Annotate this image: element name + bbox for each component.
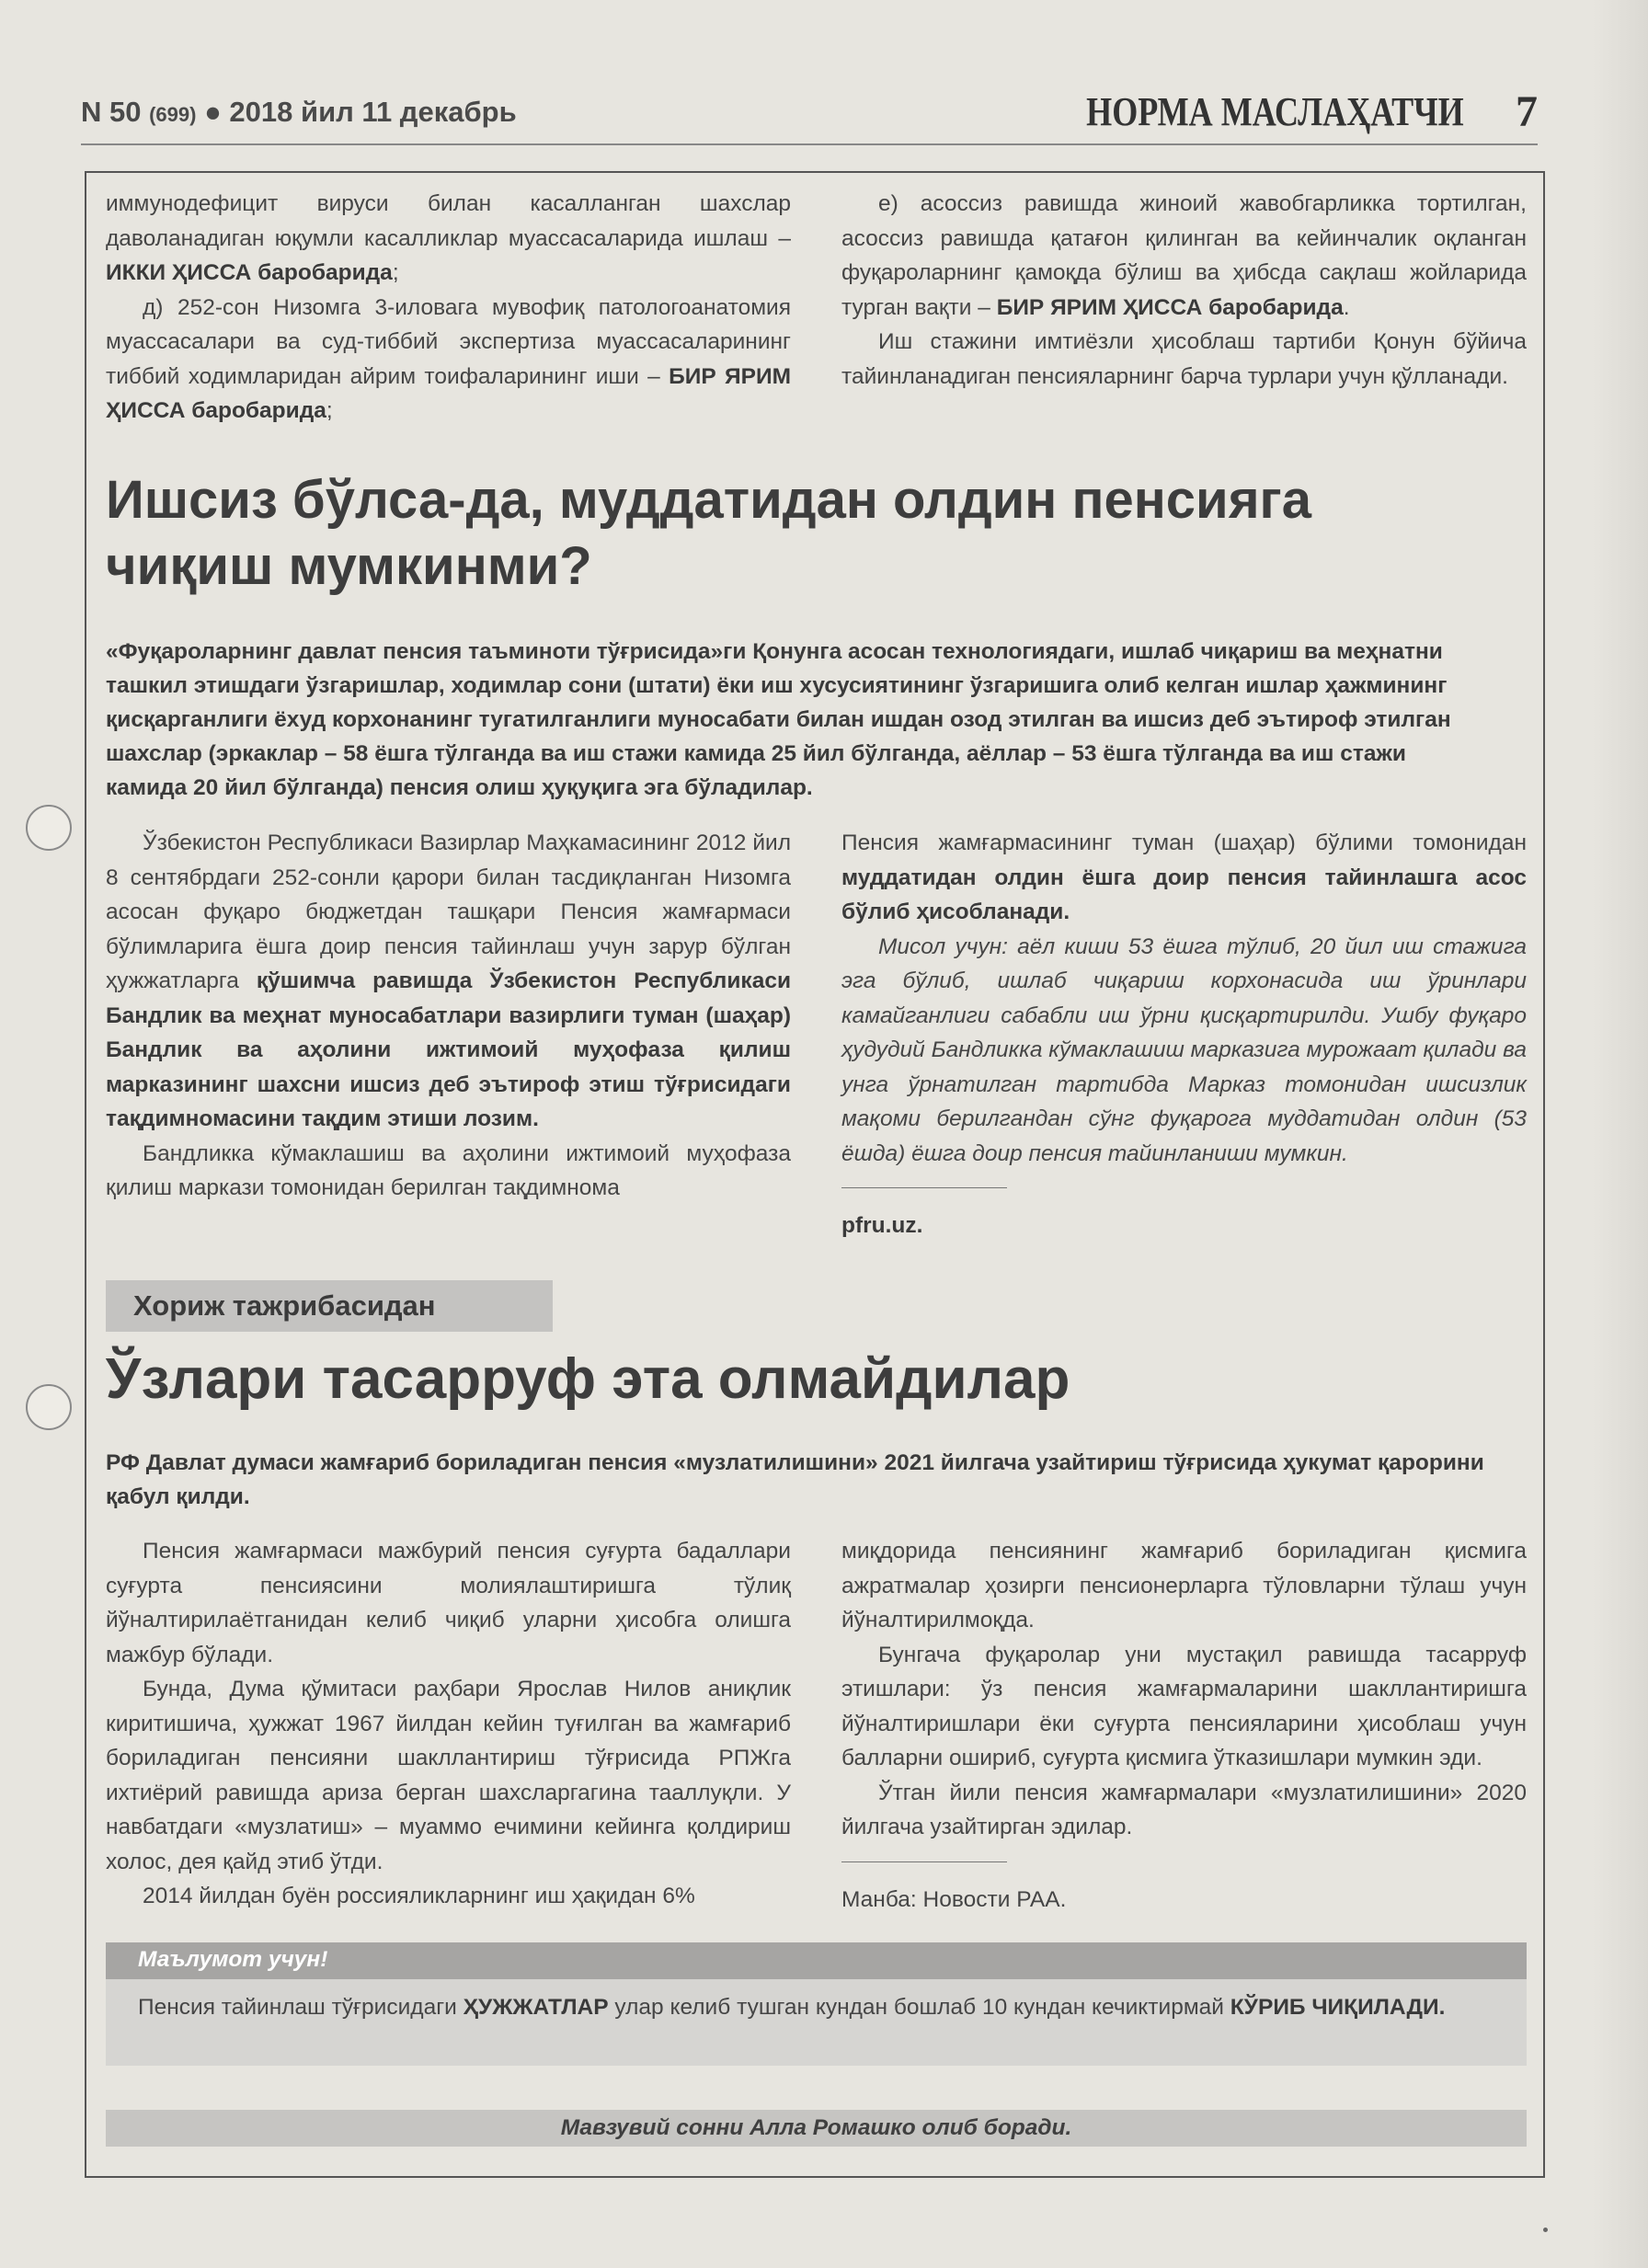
issue-number: N 50 [81,96,142,128]
article2-lead: РФ Давлат думаси жамғариб бориладиган пенсия «музлатилишини» 2021 йилгача узайтириш тўғрисида ҳукумат қарорини қабул қилди. [106,1450,1484,1509]
article1-right-column [841,826,1527,1243]
paragraph: иммунодефицит вируси билан касалланган шахслар даволанадиган юқумли касалликлар муассасаларида ишлаш – ИККИ ҲИССА баробарида; [106,191,791,285]
source-rule [841,1861,1007,1862]
article2-right-column [841,1534,1527,1917]
section-tag-label: Хориж тажрибасидан [133,1289,436,1322]
speck [1543,2228,1548,2232]
page-header [81,88,1538,140]
top-left-column [106,187,791,429]
paragraph: Бандликка кўмаклашиш ва аҳолини ижтимоий муҳофаза қилиш маркази томонидан берилган тақдимнома [106,1140,791,1200]
header-rule [81,143,1538,145]
info-box-title: Маълумот учун! [138,1947,328,1972]
example-paragraph: Мисол учун: аёл киши 53 ёшга тўлиб, 20 йил иш стажига эга бўлиб, ишлаб чиқариш корхонасида иш ўринлари камайганлиги сабабли иш ўрни қисқартирилди. Ушбу фуқаро ҳудудий Бандликка кўмаклашиш марказига мурожаат қилади ва унга ўрнатилган тартибда Марказ томонидан ишсизлик мақоми берилгандан сўнг фуқарога муддатидан олдин (53 ёшда) ёшга доир пенсия тайинланиши мумкин. [841,934,1527,1166]
article1-lead: «Фуқароларнинг давлат пенсия таъминоти тўғрисида»ги Қонунга асосан технологиядаги, ишлаб чиқариш ва меҳнатни ташкил этишдаги ўзгаришлар, ходимлар сони (штати) ёки иш хусусиятининг ўзгаришига олиб келган ишлар ҳажмининг қисқарганлиги ёхуд корхонанинг тугатилганлиги муносабати билан ишдан озод этилган ва ишсиз деб эътироф этилган шахслар (эркаклар – 58 ёшга тўлганда ва иш стажи камида 25 йил бўлганда, аёллар – 53 ёшга тўлганда ва иш стажи камида 20 йил бўлганда) пенсия олиш ҳуқуқига эга бўладилар. [106,639,1451,800]
credit-bar [106,2110,1527,2147]
issue-date: ● 2018 йил 11 декабрь [204,96,517,128]
paragraph: Иш стажини имтиёзли ҳисоблаш тартиби Қонун бўйича тайинланадиган пенсияларнинг барча турлари учун қўлланади. [841,329,1527,389]
paragraph: Пенсия жамғармаси мажбурий пенсия суғурта бадаллари суғурта пенсиясини молиялаштиришга тўлиқ йўналтирилаётганидан келиб чиқиб уларни ҳисобга олишга мажбур бўлади. [106,1539,791,1667]
masthead: НОРМА МАСЛАҲАТЧИ [1086,89,1464,134]
paragraph: Ўтган йили пенсия жамғармалари «музлатилишини» 2020 йилгача узайтирган эдилар. [841,1780,1527,1839]
punch-hole [26,805,72,851]
paragraph: Ўзбекистон Республикаси Вазирлар Маҳкамасининг 2012 йил 8 сентябрдаги 252-сонли қарори билан тасдиқланган Низомга асосан фуқаро бюджетдан ташқари Пенсия жамғармаси бўлимларига ёшга доир пенсия тайинлаш учун зарур бўлган ҳужжатларга қўшимча равишда Ўзбекистон Республикаси Бандлик ва меҳнат муносабатлари вазирлиги туман (шаҳар) Бандлик ва аҳолини ижтимоий муҳофаза қилиш марказининг шахсни ишсиз деб эътироф этиш тўғрисидаги тақдимномасини тақдим этиши лозим. [106,830,792,1131]
article1-left-column [106,826,791,1206]
section-tag [106,1280,553,1332]
paragraph: миқдорида пенсиянинг жамғариб бориладиган қисмига ажратмалар ҳозирги пенсионерларга тўловларни тўлаш учун йўналтирилмоқда. [841,1539,1527,1632]
source-rule [841,1187,1007,1188]
paragraph: д) 252-сон Низомга 3-иловага мувофиқ патологоанатомия муассасалари ва суд-тиббий экспертиза муассасаларининг тиббий ходимларидан айрим тоифаларининг иши – БИР ЯРИМ ҲИССА баробарида; [106,294,791,423]
page-number: 7 [1516,87,1538,136]
info-box [106,1942,1527,2066]
paragraph: Бунда, Дума қўмитаси раҳбари Ярослав Нилов аниқлик киритишича, ҳужжат 1967 йилдан кейин туғилган ва жамғариб бориладиган пенсияни шакллантириш тўғрисида РПЖга ихтиёрий равишда ариза берган шахсларгагина тааллуқли. У навбатдаги «музлатиш» – муаммо ечимини кейинга қолдириш холос, дея қайд этиб ўтди. [106,1677,791,1874]
paragraph: Пенсия жамғармасининг туман (шаҳар) бўлими томонидан муддатидан олдин ёшга доир пенсия тайинлашга асос бўлиб ҳисобланади. [841,830,1527,924]
page-edge-shadow [1593,0,1648,2268]
article1-headline: Ишсиз бўлса-да, муддатидан олдин пенсияга чиқиш мумкинми? [106,470,1311,596]
paragraph: е) асоссиз равишда жиноий жавобгарликка тортилган, асоссиз равишда қатағон қилинган ва кейинчалик оқланган фуқароларнинг қамоқда бўлиш ва ҳибсда сақлаш жойларида турган вақти – БИР ЯРИМ ҲИССА баробарида. [841,191,1527,320]
article2-headline: Ўзлари тасарруф эта олмайдилар [106,1347,1070,1411]
paragraph: Бунгача фуқаролар уни мустақил равишда тасарруф этишлари: ўз пенсия жамғармаларини шакллантиришга йўналтиришлари ёки суғурта пенсияларини ҳисоблаш учун балларни ошириб, суғурта қисмига ўтказишлари мумкин эди. [841,1642,1527,1770]
article2-source: Манба: Новости РАА. [841,1886,1067,1912]
article2-left-column [106,1534,791,1914]
paragraph: 2014 йилдан буён россияликларнинг иш ҳақидан 6% [143,1884,695,1908]
issue-sub-number: (699) [149,103,197,126]
punch-hole [26,1384,72,1430]
top-right-column [841,187,1527,394]
credit-text: Мавзувий сонни Алла Ромашко олиб боради. [560,2115,1072,2140]
info-box-text: Пенсия тайинлаш тўғрисидаги ҲУЖЖАТЛАР улар келиб тушган кундан бошлаб 10 кундан кечиктирмай КЎРИБ ЧИҚИЛАДИ. [138,1995,1446,2020]
article1-source: pfru.uz. [841,1213,923,1238]
issue-line [81,96,517,129]
